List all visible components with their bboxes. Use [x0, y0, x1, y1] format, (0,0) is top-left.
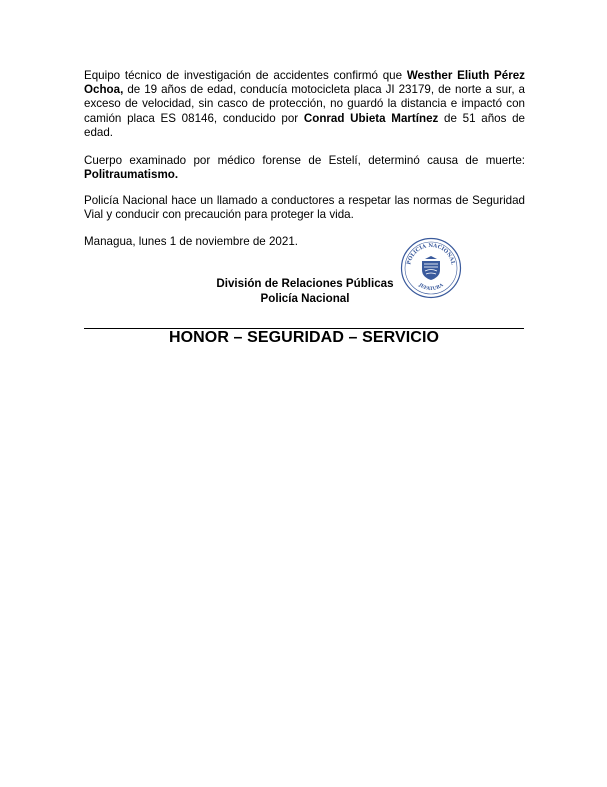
- cause-of-death: Politraumatismo.: [84, 168, 179, 182]
- svg-text:JEFATURA: JEFATURA: [417, 283, 445, 293]
- motto: HONOR – SEGURIDAD – SERVICIO: [168, 329, 440, 346]
- signature-block: [200, 277, 410, 306]
- paragraph-accident-details: [84, 69, 525, 140]
- place-date: Managua, lunes 1 de noviembre de 2021.: [84, 235, 298, 248]
- paragraph1-text-1: Equipo técnico de investigación de accidentes confirmó que: [84, 69, 407, 82]
- paragraph-cause-of-death: [84, 154, 525, 182]
- paragraph2-text-1: Cuerpo examinado por médico forense de Estelí, determinó causa de muerte:: [84, 154, 525, 167]
- victim-name: Westher Eliuth Pérez Ochoa,: [84, 69, 525, 97]
- svg-text:POLICÍA NACIONAL: POLICÍA NACIONAL: [406, 242, 456, 266]
- driver-name: Conrad Ubieta Martínez: [303, 111, 439, 125]
- police-seal-icon: [400, 237, 462, 299]
- signature-department: División de Relaciones Públicas: [216, 277, 394, 290]
- paragraph-safety-call: [84, 194, 525, 222]
- paragraph1-text-3: de 51 años de edad.: [84, 111, 525, 139]
- signature-institution: Policía Nacional: [260, 291, 350, 305]
- paragraph1-text-2: de 19 años de edad, conducía motocicleta placa JI 23179, de norte a sur, a exceso de velocidad, sin casco de protección, no guardó la distancia e impactó con camión placa ES 08146, conducido por: [84, 83, 525, 125]
- paragraph3-text: Policía Nacional hace un llamado a conductores a respetar las normas de Seguridad Vial y conducir con precaución para proteger la vida.: [84, 194, 525, 222]
